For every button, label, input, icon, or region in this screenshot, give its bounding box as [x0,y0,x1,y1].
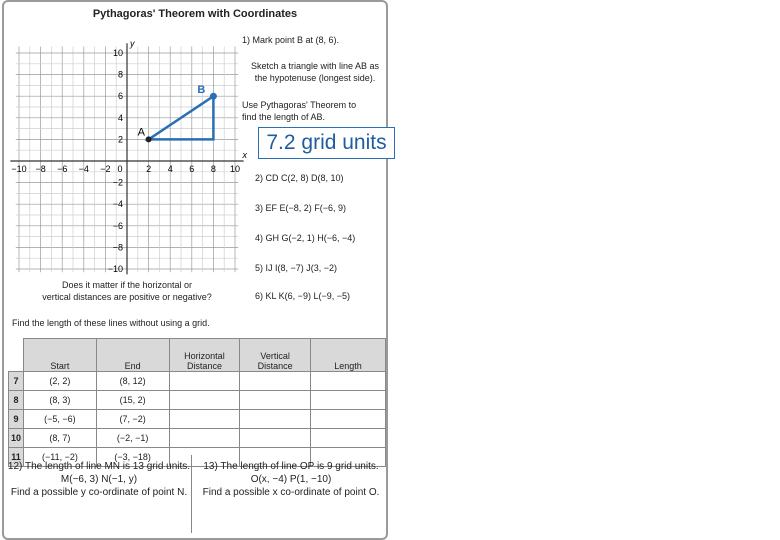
end-cell: (15, 2) [96,391,169,410]
y-tick-label: 2 [117,134,123,145]
question-13 [196,460,386,499]
sign-question-line2: vertical distances are positive or negative? [42,292,212,302]
q12-line2: M(−6, 3) N(−1, y) [60,474,138,485]
horizontal-cell[interactable] [169,372,240,391]
distance-table [8,338,386,467]
table-row [9,410,386,429]
q12-line3: Find a possible y co-ordinate of point N. [10,487,188,498]
x-tick-label: 2 [146,164,152,174]
y-tick-label: −8 [112,242,123,253]
horizontal-cell[interactable] [169,391,240,410]
sign-question-line1: Does it matter if the horizontal or [61,280,193,290]
y-tick-label: 6 [117,91,123,102]
x-tick-label: 6 [189,164,195,174]
x-tick-label: −4 [78,164,89,174]
horizontal-cell[interactable] [169,410,240,429]
header-start: Start [24,339,97,372]
start-cell: (−11, −2) [24,448,97,467]
y-tick-label: 10 [112,48,123,58]
table-header-row [9,339,386,372]
question-2: 2) CD C(2, 8) D(8, 10) [255,173,344,183]
length-cell[interactable] [310,410,385,429]
page-title: Pythagoras' Theorem with Coordinates [92,8,298,20]
instruction-step2 [240,60,390,84]
x-tick-label: 10 [229,164,241,174]
sign-question [22,279,232,303]
x-axis-label: x [242,150,248,160]
vertical-cell[interactable] [240,410,311,429]
question-6: 6) KL K(6, −9) L(−9, −5) [255,291,350,301]
y-axis-label: y [130,38,135,49]
row-number: 7 [9,372,24,391]
question-12 [6,460,192,499]
horizontal-cell[interactable] [169,429,240,448]
point-a-label: A [137,126,145,139]
end-cell: (8, 12) [96,372,169,391]
x-tick-label: −2 [100,164,111,174]
point-b [210,93,217,100]
header-length: Length [310,339,385,372]
q13-line2: O(x, −4) P(1, −10) [250,474,332,485]
length-cell[interactable] [310,372,385,391]
answer-box: 7.2 grid units [258,127,395,159]
instruction-step1: 1) Mark point B at (8, 6). [242,35,340,45]
y-tick-label: 8 [117,69,123,80]
table-row [9,391,386,410]
vertical-cell[interactable] [240,391,311,410]
y-tick-label: −6 [112,220,123,231]
instruction-step2-line1: Sketch a triangle with line AB as [250,61,380,71]
y-tick-label: 4 [117,112,123,123]
start-cell: (−5, −6) [24,410,97,429]
instruction-step3-line2: find the length of AB. [242,112,326,122]
point-b-label: B [197,84,206,97]
table-row [9,429,386,448]
q13-line1: 13) The length of line OP is 9 grid units. [203,461,379,472]
y-tick-label: −10 [107,264,123,274]
end-cell: (7, −2) [96,410,169,429]
vertical-cell[interactable] [240,429,311,448]
table-row [9,372,386,391]
start-cell: (2, 2) [24,372,97,391]
x-tick-label: 8 [210,164,216,174]
row-number: 8 [9,391,24,410]
question-4: 4) GH G(−2, 1) H(−6, −4) [255,233,356,243]
y-tick-label: −2 [112,177,123,188]
instruction-step3 [242,99,356,123]
length-cell[interactable] [310,429,385,448]
instruction-step2-line2: the hypotenuse (longest side). [254,73,376,83]
row-number: 10 [9,429,24,448]
length-cell[interactable] [310,391,385,410]
x-tick-label: −8 [35,164,46,174]
row-number: 9 [9,410,24,429]
instruction-step3-line1: Use Pythagoras' Theorem to [242,100,357,110]
start-cell: (8, 3) [24,391,97,410]
header-horizontal: Horizontal Distance [169,339,240,372]
start-cell: (8, 7) [24,429,97,448]
coordinate-grid [3,26,253,276]
worksheet-page [2,0,388,540]
y-tick-label: −4 [112,199,123,210]
x-tick-label: 4 [167,164,173,174]
q13-line3: Find a possible x co-ordinate of point O. [202,487,380,498]
x-tick-label: −10 [11,164,27,174]
question-5: 5) IJ I(8, −7) J(3, −2) [255,263,338,273]
header-end: End [96,339,169,372]
x-tick-label: −6 [57,164,68,174]
row-number: 11 [9,448,24,467]
table-intro: Find the length of these lines without using a grid. [12,318,210,328]
end-cell: (−2, −1) [96,429,169,448]
header-vertical: Vertical Distance [240,339,311,372]
vertical-cell[interactable] [240,372,311,391]
x-tick-label: 0 [117,164,123,174]
axes [10,43,243,274]
point-a [146,136,152,142]
end-cell: (−3, −18) [96,448,169,467]
q12-line1: 12) The length of line MN is 13 grid units. [7,461,191,472]
question-3: 3) EF E(−8, 2) F(−6, 9) [255,203,347,213]
